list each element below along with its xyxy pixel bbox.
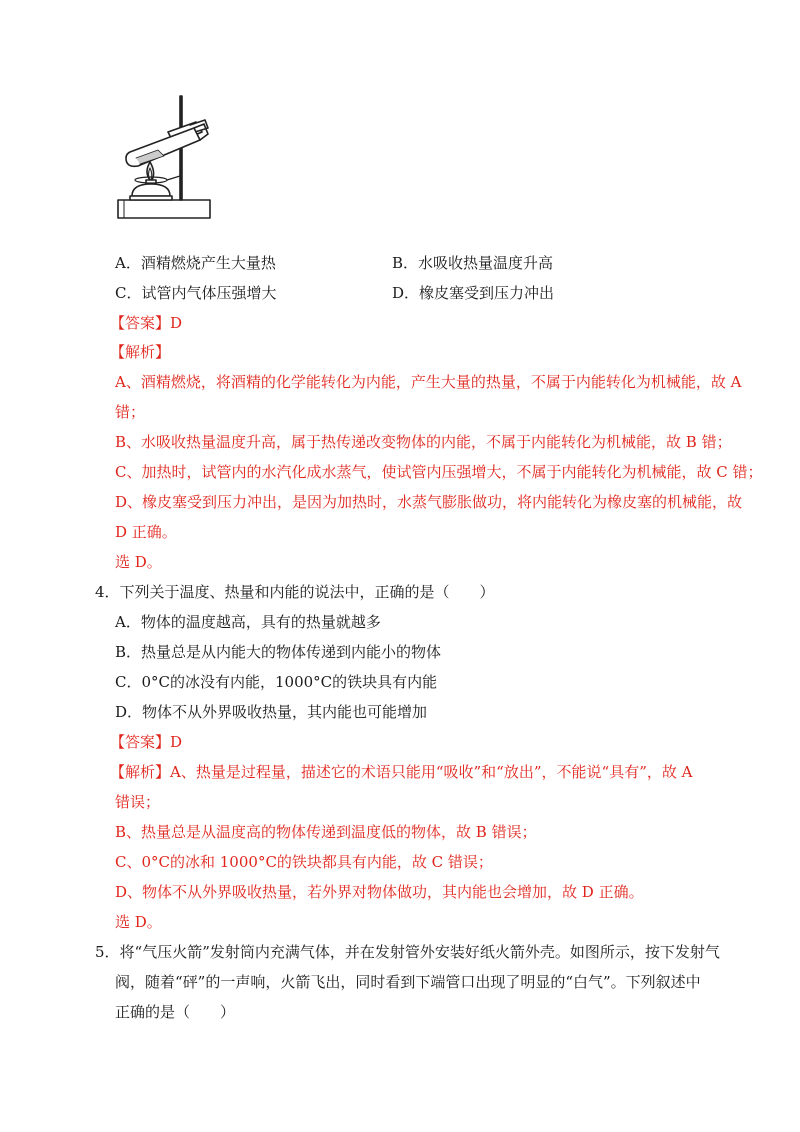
q4-answer: [110, 732, 182, 752]
q4-analysis-a2: 错误；: [115, 793, 161, 811]
q3-choose: 选 D。: [115, 553, 162, 571]
q4-option-a: A．物体的温度越高，具有的热量就越多: [115, 613, 381, 631]
answer-tag: 【答案】: [110, 314, 171, 332]
q3-analysis-a2: 错；: [115, 403, 146, 421]
q4-option-d: D．物体不从外界吸收热量，其内能也可能增加: [115, 703, 428, 721]
q4-stem: 4．下列关于温度、热量和内能的说法中，正确的是（ ）: [95, 583, 495, 601]
q3-analysis-a1: A、酒精燃烧，将酒精的化学能转化为内能，产生大量的热量，不属于内能转化为机械能，故 A: [115, 373, 742, 391]
q4-analysis-c: C、0°C的冰和 1000°C的铁块都具有内能，故 C 错误；: [115, 853, 493, 871]
q3-answer: [110, 313, 182, 333]
q3-option-a: A．酒精燃烧产生大量热: [115, 254, 276, 272]
answer-value: D: [170, 314, 183, 332]
q4-option-c: C．0°C的冰没有内能，1000°C的铁块具有内能: [115, 673, 438, 691]
answer-value: D: [170, 733, 183, 751]
q3-option-d: D．橡皮塞受到压力冲出: [392, 284, 555, 302]
q4-analysis-a1: A、热量是过程量，描述它的术语只能用“吸收”和“放出”，不能说“具有”，故 A: [170, 763, 693, 781]
q3-option-b: B．水吸收热量温度升高: [392, 254, 554, 272]
q4-choose: 选 D。: [115, 913, 162, 931]
q5-stem-line1: 5．将“气压火箭”发射筒内充满气体，并在发射管外安装好纸火箭外壳。如图所示，按下发射气: [95, 943, 720, 961]
q3-option-c: C．试管内气体压强增大: [115, 284, 277, 302]
analysis-tag: 【解析】: [110, 763, 171, 781]
q4-option-b: B．热量总是从内能大的物体传递到内能小的物体: [115, 643, 442, 661]
test-tube-heating-figure: [110, 92, 220, 222]
q3-analysis-d2: D 正确。: [115, 523, 177, 541]
answer-tag: 【答案】: [110, 733, 171, 751]
q3-analysis-tag: 【解析】: [110, 343, 171, 361]
q5-stem-line2: 阀，随着“砰”的一声响，火箭飞出，同时看到下端管口出现了明显的“白气”。下列叙述中: [115, 973, 701, 991]
q5-stem-line3: 正确的是（ ）: [115, 1003, 236, 1021]
q3-analysis-d1: D、橡皮塞受到压力冲出，是因为加热时，水蒸气膨胀做功，将内能转化为橡皮塞的机械能，故: [115, 493, 743, 511]
q3-analysis-c: C、加热时，试管内的水汽化成水蒸气，使试管内压强增大，不属于内能转化为机械能，故 C 错；: [115, 463, 763, 481]
q4-analysis-d: D、物体不从外界吸收热量，若外界对物体做功，其内能也会增加，故 D 正确。: [115, 883, 644, 901]
q3-analysis-b: B、水吸收热量温度升高，属于热传递改变物体的内能，不属于内能转化为机械能，故 B 错；: [115, 433, 732, 451]
q4-analysis-first-line: [110, 762, 692, 782]
q4-analysis-b: B、热量总是从温度高的物体传递到温度低的物体，故 B 错误；: [115, 823, 537, 841]
